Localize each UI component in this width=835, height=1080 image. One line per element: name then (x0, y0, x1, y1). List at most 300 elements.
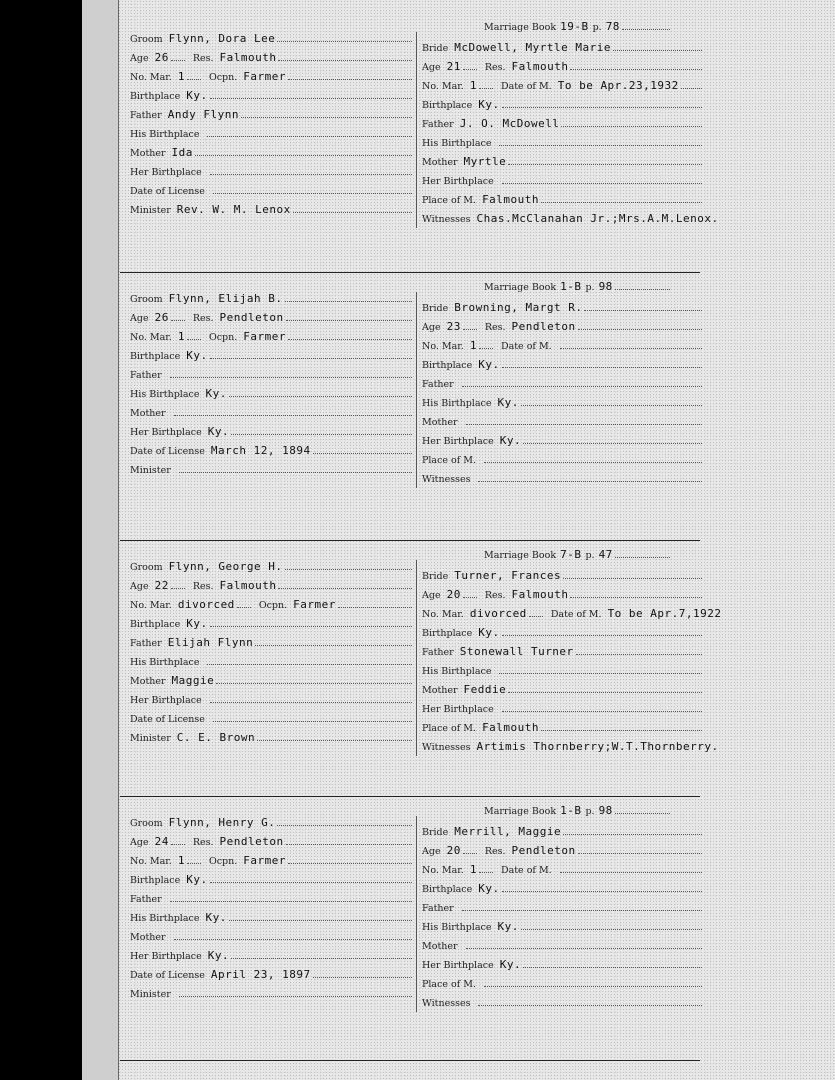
dotted-rule (288, 337, 412, 340)
dotted-rule (502, 889, 702, 892)
bride-her-birthplace-label: Her Birthplace (422, 176, 494, 187)
place-of-marriage-label: Place of M. (422, 979, 477, 990)
dotted-rule (615, 287, 670, 290)
dotted-rule (171, 318, 185, 321)
bride-age-res (422, 316, 702, 333)
dotted-rule (278, 58, 412, 61)
bride-mar-date (422, 603, 722, 620)
record-separator (120, 540, 700, 541)
bride-mar-date-label: No. Mar. (422, 81, 464, 92)
groom-her-birthplace (130, 689, 412, 706)
groom-age-res-value: 26 (154, 51, 169, 64)
groom-father-value: Elijah Flynn (167, 636, 254, 649)
bride-birthplace-value: Ky. (478, 358, 500, 371)
groom-father (130, 364, 412, 381)
dotted-rule (171, 842, 185, 845)
groom-father (130, 632, 412, 649)
groom-his-birthplace-label: His Birthplace (130, 129, 200, 140)
groom-age-res (130, 307, 412, 324)
bride-birthplace-value: Ky. (478, 882, 500, 895)
dotted-rule (529, 614, 543, 617)
groom-mother-label: Mother (130, 148, 166, 159)
groom-mother-label: Mother (130, 408, 166, 419)
groom-his-birthplace-label: His Birthplace (130, 657, 200, 668)
bride-his-birthplace-label: His Birthplace (422, 922, 492, 933)
date-of-license-label: Date of License (130, 186, 205, 197)
groom-father (130, 888, 412, 905)
dotted-rule (615, 811, 670, 814)
bride-name (422, 821, 702, 838)
bride-his-birthplace-value: Ky. (497, 920, 519, 933)
dotted-rule (463, 67, 477, 70)
bride-mar-date-value: divorced (469, 607, 527, 620)
groom-mar-ocpn-label: Ocpn. (208, 856, 238, 867)
groom-birthplace (130, 345, 412, 362)
dotted-rule (560, 346, 702, 349)
bride-mar-date-value: To be Apr.7,1922 (607, 607, 722, 620)
groom-age-res-value: 24 (154, 835, 169, 848)
groom-age-res-label: Age (130, 53, 149, 64)
marriage-book-part: 98 (598, 280, 613, 293)
groom-her-birthplace-label: Her Birthplace (130, 695, 202, 706)
groom-mother-value: Maggie (171, 674, 215, 687)
dotted-rule (578, 327, 702, 330)
date-of-license-label: Date of License (130, 446, 205, 457)
groom-birthplace-label: Birthplace (130, 875, 181, 886)
groom-mar-ocpn-value: 1 (177, 70, 185, 83)
bride-name (422, 37, 702, 54)
bride-father-value: Stonewall Turner (459, 645, 574, 658)
place-of-marriage-label: Place of M. (422, 455, 477, 466)
dotted-rule (499, 143, 702, 146)
bride-name-label: Bride (422, 827, 449, 838)
groom-age-res-value: Pendleton (219, 311, 284, 324)
groom-his-birthplace-value: Ky. (205, 911, 227, 924)
groom-name-value: Flynn, Elijah B. (168, 292, 283, 305)
groom-his-birthplace-label: His Birthplace (130, 913, 200, 924)
bride-birthplace-label: Birthplace (422, 628, 473, 639)
groom-her-birthplace-value: Ky. (207, 425, 230, 438)
groom-her-birthplace-label: Her Birthplace (130, 427, 202, 438)
groom-mar-ocpn-label: Ocpn. (208, 332, 238, 343)
bride-birthplace (422, 878, 702, 895)
groom-age-res-value: 26 (154, 311, 169, 324)
bride-age-res (422, 56, 702, 73)
dotted-rule (462, 908, 702, 911)
dotted-rule (171, 58, 185, 61)
dotted-rule (463, 851, 477, 854)
minister (130, 199, 412, 216)
bride-her-birthplace-value: Ky. (499, 434, 522, 447)
minister-label: Minister (130, 733, 171, 744)
dotted-rule (187, 861, 201, 864)
dotted-rule (213, 719, 412, 722)
bride-age-res-value: 23 (446, 320, 461, 333)
groom-mar-ocpn-value: Farmer (243, 70, 287, 83)
dotted-rule (213, 191, 412, 194)
dotted-rule (521, 403, 702, 406)
bride-father-value: J. O. McDowell (459, 117, 560, 130)
bride-his-birthplace (422, 660, 702, 677)
dotted-rule (210, 96, 412, 99)
witnesses-label: Witnesses (422, 998, 471, 1009)
bride-her-birthplace-label: Her Birthplace (422, 436, 494, 447)
dotted-rule (523, 965, 702, 968)
dotted-rule (462, 384, 702, 387)
dotted-rule (338, 605, 412, 608)
groom-age-res-label: Age (130, 313, 149, 324)
bride-her-birthplace-label: Her Birthplace (422, 704, 494, 715)
groom-age-res-value: Falmouth (219, 51, 277, 64)
bride-father-label: Father (422, 119, 454, 130)
dotted-rule (216, 681, 412, 684)
bride-age-res-value: Pendleton (511, 320, 576, 333)
dotted-rule (484, 460, 702, 463)
marriage-book-part: 1-B (560, 804, 582, 817)
bride-father (422, 373, 702, 390)
groom-father-value: Andy Flynn (167, 108, 239, 121)
bride-father (422, 897, 702, 914)
place-of-marriage-label: Place of M. (422, 723, 477, 734)
bride-age-res-label: Age (422, 62, 441, 73)
column-divider (416, 816, 417, 1012)
dotted-rule (521, 927, 702, 930)
witnesses (422, 208, 719, 225)
dotted-rule (560, 870, 702, 873)
dotted-rule (570, 67, 702, 70)
dotted-rule (466, 946, 702, 949)
date-of-license-value: April 23, 1897 (210, 968, 311, 981)
groom-name (130, 28, 412, 45)
groom-mar-ocpn-value: Farmer (243, 330, 287, 343)
bride-age-res-value: 20 (446, 844, 461, 857)
groom-his-birthplace (130, 651, 412, 668)
witnesses (422, 736, 719, 753)
groom-birthplace-label: Birthplace (130, 91, 181, 102)
place-of-marriage (422, 717, 702, 734)
bride-name-label: Bride (422, 303, 449, 314)
dotted-rule (463, 327, 477, 330)
bride-name-value: Browning, Margt R. (454, 301, 583, 314)
bride-mother (422, 411, 702, 428)
groom-mar-ocpn-value: divorced (177, 598, 235, 611)
dotted-rule (484, 984, 702, 987)
dotted-rule (210, 880, 412, 883)
bride-his-birthplace-label: His Birthplace (422, 398, 492, 409)
bride-mar-date-label: Date of M. (500, 341, 552, 352)
column-divider (416, 292, 417, 488)
dotted-rule (479, 870, 493, 873)
groom-her-birthplace-label: Her Birthplace (130, 167, 202, 178)
dotted-rule (285, 567, 412, 570)
groom-father-label: Father (130, 894, 162, 905)
dotted-rule (578, 851, 702, 854)
minister (130, 727, 412, 744)
bride-her-birthplace (422, 430, 702, 447)
dotted-rule (285, 299, 412, 302)
groom-age-res-label: Res. (192, 313, 214, 324)
bride-birthplace-label: Birthplace (422, 360, 473, 371)
bride-age-res-label: Age (422, 846, 441, 857)
groom-mar-ocpn-value: Farmer (243, 854, 287, 867)
bride-father (422, 113, 702, 130)
groom-age-res (130, 47, 412, 64)
dotted-rule (615, 555, 670, 558)
groom-birthplace (130, 85, 412, 102)
bride-mother-value: Myrtle (463, 155, 507, 168)
bride-age-res-label: Age (422, 590, 441, 601)
bride-mother-label: Mother (422, 417, 458, 428)
groom-birthplace-value: Ky. (186, 89, 208, 102)
bride-mar-date-label: Date of M. (500, 865, 552, 876)
dotted-rule (171, 586, 185, 589)
groom-mar-ocpn (130, 326, 412, 343)
dotted-rule (207, 134, 412, 137)
groom-mother (130, 926, 412, 943)
dotted-rule (584, 308, 702, 311)
witnesses-label: Witnesses (422, 742, 471, 753)
bride-name-value: Merrill, Maggie (454, 825, 562, 838)
minister-label: Minister (130, 465, 171, 476)
minister-value: C. E. Brown (176, 731, 256, 744)
groom-mar-ocpn-value: 1 (177, 854, 185, 867)
dotted-rule (502, 181, 702, 184)
date-of-license-value: March 12, 1894 (210, 444, 311, 457)
bride-her-birthplace (422, 954, 702, 971)
groom-birthplace (130, 869, 412, 886)
bride-name-value: McDowell, Myrtle Marie (454, 41, 611, 54)
groom-mother (130, 402, 412, 419)
groom-age-res-label: Age (130, 837, 149, 848)
marriage-book-part: p. (585, 550, 595, 561)
dotted-rule (187, 77, 201, 80)
bride-father-label: Father (422, 903, 454, 914)
bride-age-res-label: Res. (484, 62, 506, 73)
bride-his-birthplace (422, 916, 702, 933)
marriage-book-ref (480, 804, 670, 817)
marriage-book-ref (480, 20, 670, 33)
marriage-book-part: 98 (598, 804, 613, 817)
bride-mother-label: Mother (422, 157, 458, 168)
dotted-rule (508, 162, 702, 165)
dotted-rule (231, 432, 412, 435)
place-of-marriage-value: Falmouth (482, 721, 540, 734)
dotted-rule (570, 595, 702, 598)
dotted-rule (479, 346, 493, 349)
dotted-rule (237, 605, 251, 608)
groom-his-birthplace (130, 123, 412, 140)
groom-father-label: Father (130, 370, 162, 381)
bride-mar-date (422, 75, 702, 92)
bride-age-res-label: Res. (484, 590, 506, 601)
groom-mar-ocpn-label: No. Mar. (130, 600, 172, 611)
column-divider (416, 560, 417, 756)
record-separator (120, 796, 700, 797)
witnesses-label: Witnesses (422, 474, 471, 485)
dotted-rule (541, 728, 702, 731)
groom-her-birthplace-label: Her Birthplace (130, 951, 202, 962)
dotted-rule (466, 422, 702, 425)
dotted-rule (561, 124, 702, 127)
bride-his-birthplace-label: His Birthplace (422, 666, 492, 677)
groom-mar-ocpn (130, 850, 412, 867)
groom-father-label: Father (130, 110, 162, 121)
dotted-rule (210, 356, 412, 359)
bride-his-birthplace (422, 132, 702, 149)
dotted-rule (241, 115, 412, 118)
bride-age-res-value: Falmouth (511, 588, 569, 601)
bride-his-birthplace-label: His Birthplace (422, 138, 492, 149)
record-separator (120, 272, 700, 273)
groom-name-value: Flynn, Henry G. (168, 816, 276, 829)
groom-his-birthplace-value: Ky. (205, 387, 227, 400)
bride-birthplace (422, 354, 702, 371)
groom-age-res-label: Res. (192, 53, 214, 64)
bride-name-label: Bride (422, 571, 449, 582)
dotted-rule (293, 210, 412, 213)
bride-mar-date-label: Date of M. (550, 609, 602, 620)
groom-age-res-value: 22 (154, 579, 169, 592)
witnesses-value: Artimis Thornberry;W.T.Thornberry. (476, 740, 719, 753)
groom-age-res-label: Res. (192, 581, 214, 592)
bride-mother (422, 935, 702, 952)
bride-age-res (422, 840, 702, 857)
groom-father (130, 104, 412, 121)
bride-mother-label: Mother (422, 941, 458, 952)
witnesses (422, 992, 702, 1009)
marriage-book-part: 1-B (560, 280, 582, 293)
dotted-rule (463, 595, 477, 598)
date-of-license-label: Date of License (130, 970, 205, 981)
minister-value: Rev. W. M. Lenox (176, 203, 291, 216)
dotted-rule (681, 86, 702, 89)
date-of-license (130, 708, 412, 725)
bride-birthplace-value: Ky. (478, 98, 500, 111)
dotted-rule (499, 671, 702, 674)
dotted-rule (286, 842, 412, 845)
dotted-rule (277, 823, 412, 826)
dotted-rule (207, 662, 412, 665)
bride-mar-date-label: Date of M. (500, 81, 552, 92)
groom-mar-ocpn-label: No. Mar. (130, 332, 172, 343)
dotted-rule (479, 86, 493, 89)
bride-age-res-label: Age (422, 322, 441, 333)
dotted-rule (502, 633, 702, 636)
dotted-rule (170, 899, 412, 902)
marriage-book-part: Marriage Book (484, 22, 557, 33)
bride-mar-date (422, 859, 702, 876)
bride-age-res-label: Res. (484, 322, 506, 333)
bride-mar-date-label: No. Mar. (422, 865, 464, 876)
bride-birthplace (422, 94, 702, 111)
groom-age-res (130, 575, 412, 592)
marriage-book-part: p. (585, 806, 595, 817)
bride-her-birthplace-label: Her Birthplace (422, 960, 494, 971)
groom-his-birthplace (130, 383, 412, 400)
groom-birthplace (130, 613, 412, 630)
dotted-rule (231, 956, 412, 959)
dotted-rule (257, 738, 412, 741)
groom-age-res-value: Falmouth (219, 579, 277, 592)
dotted-rule (502, 365, 702, 368)
bride-mar-date-label: No. Mar. (422, 341, 464, 352)
groom-name-label: Groom (130, 818, 163, 829)
bottom-rule (120, 1060, 700, 1061)
groom-mother-label: Mother (130, 932, 166, 943)
marriage-book-part: 78 (605, 20, 620, 33)
place-of-marriage-label: Place of M. (422, 195, 477, 206)
groom-her-birthplace-value: Ky. (207, 949, 230, 962)
dotted-rule (478, 479, 702, 482)
groom-name-label: Groom (130, 294, 163, 305)
dotted-rule (179, 994, 412, 997)
bride-mar-date (422, 335, 702, 352)
groom-her-birthplace (130, 421, 412, 438)
groom-name (130, 288, 412, 305)
dotted-rule (563, 832, 702, 835)
dotted-rule (187, 337, 201, 340)
groom-name-value: Flynn, George H. (168, 560, 283, 573)
groom-her-birthplace (130, 161, 412, 178)
groom-mar-ocpn-label: Ocpn. (208, 72, 238, 83)
date-of-license-label: Date of License (130, 714, 205, 725)
bride-birthplace-label: Birthplace (422, 884, 473, 895)
minister-label: Minister (130, 989, 171, 1000)
dotted-rule (210, 172, 412, 175)
groom-age-res-label: Res. (192, 837, 214, 848)
bride-father (422, 641, 702, 658)
marriage-book-part: 19-B (560, 20, 589, 33)
bride-mar-date-value: 1 (469, 79, 477, 92)
groom-birthplace-label: Birthplace (130, 351, 181, 362)
bride-her-birthplace-value: Ky. (499, 958, 522, 971)
groom-name-value: Flynn, Dora Lee (168, 32, 276, 45)
marriage-book-part: Marriage Book (484, 282, 557, 293)
groom-name-label: Groom (130, 34, 163, 45)
marriage-book-ref (480, 280, 670, 293)
dotted-rule (179, 470, 412, 473)
dotted-rule (478, 1003, 702, 1006)
groom-mar-ocpn-label: No. Mar. (130, 72, 172, 83)
bride-birthplace-value: Ky. (478, 626, 500, 639)
bride-father-label: Father (422, 647, 454, 658)
groom-birthplace-label: Birthplace (130, 619, 181, 630)
minister-label: Minister (130, 205, 171, 216)
bride-mother-label: Mother (422, 685, 458, 696)
place-of-marriage (422, 189, 702, 206)
bride-mother (422, 151, 702, 168)
groom-mar-ocpn (130, 594, 412, 611)
dotted-rule (174, 937, 412, 940)
groom-mar-ocpn-value: Farmer (293, 598, 336, 611)
dotted-rule (508, 690, 702, 693)
dotted-rule (523, 441, 702, 444)
groom-birthplace-value: Ky. (186, 873, 208, 886)
groom-age-res-label: Age (130, 581, 149, 592)
bride-name-label: Bride (422, 43, 449, 54)
groom-mother-label: Mother (130, 676, 166, 687)
date-of-license (130, 440, 412, 457)
marriage-book-part: 47 (598, 548, 613, 561)
bride-name (422, 565, 702, 582)
groom-mar-ocpn-label: Ocpn. (258, 600, 288, 611)
bride-age-res-value: 20 (446, 588, 461, 601)
place-of-marriage (422, 973, 702, 990)
dotted-rule (622, 27, 670, 30)
dotted-rule (313, 975, 412, 978)
bride-father-label: Father (422, 379, 454, 390)
bride-mar-date-value: 1 (469, 863, 477, 876)
